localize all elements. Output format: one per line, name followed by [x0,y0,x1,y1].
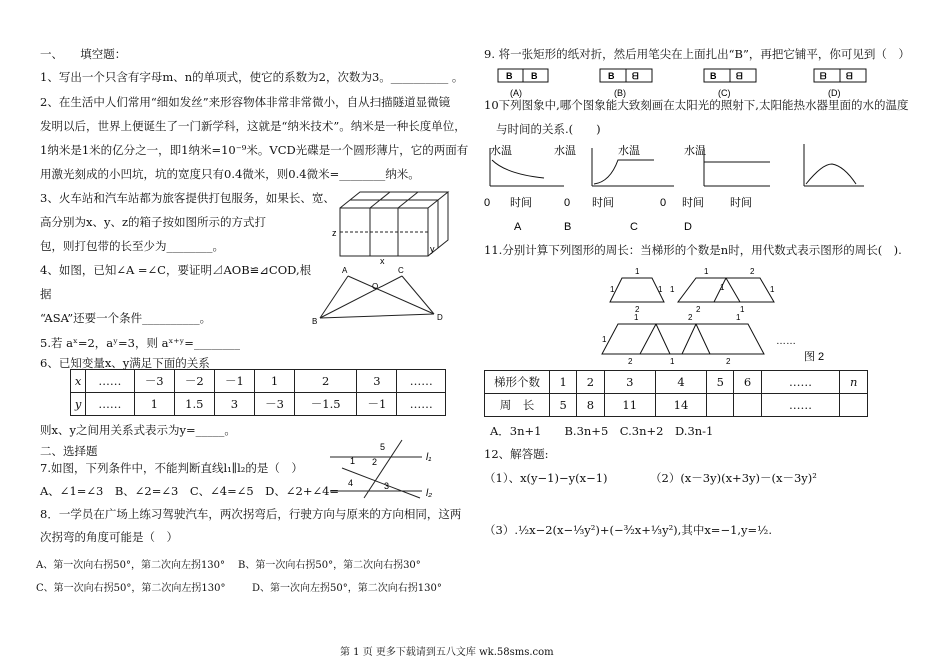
svg-text:4: 4 [348,478,354,488]
question-7-options: A、∠1=∠3 B、∠2=∠3 C、∠4=∠5 D、∠2+∠4= [40,484,340,498]
question-3-line1: 3、火车站和汽车站都为旅客提供打包服务，如果长、宽、 [40,191,335,205]
graph-b-ylabel: 水温 [554,145,576,157]
svg-text:D: D [437,313,443,322]
graph-c-ylabel: 水温 [618,145,640,157]
svg-text:2: 2 [750,267,755,276]
svg-text:1: 1 [740,305,745,314]
question-8-option-d: D、第一次向左拐50°，第二次向右拐130° [252,583,442,594]
graph-d-ylabel: 水温 [684,145,706,157]
svg-text:1: 1 [720,283,725,292]
svg-text:1: 1 [658,285,663,294]
section-fill-blank: 一、 填空题： [40,47,127,61]
trapezoid-pattern-figure [600,262,840,370]
question-2-line1: 2、在生活中人们常用“细如发丝”来形容物体非常非常微小，自从扫描隧道显微镜 [40,95,451,109]
question-4-line1: 4、如图，已知∠A =∠C，要证明⊿AOB≌⊿COD,根 [40,263,312,277]
trapezoid-perimeter-table [484,370,868,417]
graph-zero-3: 0 [660,197,667,209]
question-7: 7.如图，下列条件中，不能判断直线l₁∥l₂的是（ ） [40,461,303,475]
svg-text:1: 1 [610,285,615,294]
svg-text:z: z [332,228,337,238]
question-10-line1: 10下列图象中,哪个图象能大致刻画在太阳光的照射下,太阳能热水器里面的水的温度 [484,98,909,112]
svg-text:1: 1 [634,313,639,322]
question-1: 1、写出一个只含有字母m、n的单项式，使它的系数为2，次数为3。__________ 。 [40,70,464,84]
question-2-line4: 用激光刻成的小凹坑，坑的宽度只有0.4微米，则0.4微米=________纳米。 [40,167,420,181]
svg-text:1: 1 [704,267,709,276]
svg-text:x: x [380,256,385,264]
graph-a-ylabel: 水温 [490,145,512,157]
graph-option-a: A [514,221,522,232]
option-label-a: (A) [510,88,522,98]
table-row: 周 长 5 8 11 14 …… [485,394,868,417]
table-row: 梯形个数 1 2 3 4 5 6 …… n [485,371,868,394]
question-8-line1: 8．一学员在广场上练习驾驶汽车，两次拐弯后，行驶方向与原来的方向相同，这两 [40,507,462,521]
svg-text:B: B [608,71,615,81]
svg-text:ᗺ: ᗺ [632,71,639,81]
svg-text:B: B [531,71,538,81]
question-3-line3: 包，则打包带的长至少为________。 [40,239,224,253]
question-8-option-a: A、第一次向右拐50°，第二次向左拐130° [36,560,226,571]
svg-text:1: 1 [670,357,675,366]
section-choice: 二、选择题 [40,444,98,458]
temperature-time-graphs [484,138,874,232]
question-11: 11.分别计算下列图形的周长：当梯形的个数是n时，用代数式表示图形的周长( ). [484,243,902,257]
graph-b-xlabel: 时间 [592,197,614,209]
box-package-figure [330,186,450,264]
folded-paper-options-figure [496,67,876,99]
table-row: x …… －3 －2 －1 1 2 3 …… [71,370,446,393]
svg-text:2: 2 [635,305,640,314]
svg-text:B: B [506,71,513,81]
svg-text:1: 1 [770,285,775,294]
svg-text:1: 1 [670,285,675,294]
question-11-options: A．3n+1 B.3n+5 C.3n+2 D.3n-1 [490,424,714,438]
svg-text:2: 2 [628,357,633,366]
svg-text:C: C [398,266,404,275]
question-2-line2: 发明以后，世界上便诞生了一门新学科，这就是“纳米技术”。纳米是一种长度单位， [40,119,466,133]
svg-text:B: B [312,317,318,326]
svg-text:2: 2 [372,457,378,467]
page-footer: 第 1 页 更多下载请到五八文库 wk.58sms.com [340,647,554,658]
graph-option-c: C [630,221,638,232]
graph-c-xlabel: 时间 [682,197,704,209]
svg-text:O: O [372,282,379,291]
question-8-option-b: B、第一次向右拐50°，第二次向右拐30° [238,560,421,571]
question-9: 9. 将一张矩形的纸对折，然后用笔尖在上面扎出“B”，再把它铺平，你可见到（ ） [484,47,910,61]
svg-text:5: 5 [380,442,386,452]
question-5: 5.若 aˣ=2，aʸ=3，则 aˣ⁺ʸ=________ [40,336,240,350]
table-row: y …… 1 1.5 3 －3 －1.5 －1 …… [71,393,446,416]
question-8-line2: 次拐弯的角度可能是（ ） [40,530,178,544]
question-2-line3: 1纳米是1米的亿分之一，即1纳米=10⁻⁹米。VCD光碟是一个圆形薄片，它的两面有 [40,143,469,157]
question-4-line3: “ASA”还要一个条件__________。 [40,311,212,325]
svg-text:1: 1 [736,313,741,322]
svg-text:ᗷ: ᗷ [820,71,827,81]
option-label-b: (B) [614,88,626,98]
svg-text:ᗺ: ᗺ [736,71,743,81]
graph-zero-2: 0 [564,197,571,209]
graph-option-b: B [564,221,572,232]
option-label-d: (D) [828,88,841,98]
svg-text:2: 2 [726,357,731,366]
svg-text:2: 2 [688,313,693,322]
svg-text:l₁: l₁ [426,452,432,463]
svg-text:y: y [430,244,435,254]
svg-text:l₂: l₂ [426,488,433,499]
svg-text:A: A [342,266,348,275]
question-6: 6、已知变量x、y满足下面的关系 [40,356,210,370]
svg-text:B: B [710,71,717,81]
xy-relation-table [70,369,446,416]
question-8-option-c: C、第一次向右拐50°，第二次向左拐130° [36,583,226,594]
graph-a-xlabel: 时间 [510,197,532,209]
svg-text:1: 1 [602,335,607,344]
svg-text:……: …… [776,336,796,347]
svg-text:3: 3 [384,481,390,491]
parallel-lines-figure [330,438,442,500]
section-answer: 12、解答题: [484,447,549,461]
svg-text:1: 1 [635,267,640,276]
question-12-3: （3）.½x−2(x−⅓y²)+(−³⁄₂x+⅓y²),其中x=−1,y=½. [484,523,772,537]
question-12-1: （1）、x(y−1)−y(x−1) [484,471,608,485]
triangles-aob-cod-figure [310,264,450,326]
svg-text:1: 1 [350,456,356,466]
question-10-line2: 与时间的关系.( ) [496,122,601,136]
question-6-end: 则x、y之间用关系式表示为y=_____。 [40,423,236,437]
question-3-line2: 高分别为x、y、z的箱子按如图所示的方式打 [40,215,267,229]
question-4-line2: 据 [40,287,52,301]
graph-option-d: D [684,221,692,232]
graph-d-xlabel: 时间 [730,197,752,209]
graph-zero-1: 0 [484,197,491,209]
figure-2-label: 图 2 [804,351,825,363]
svg-text:ᗺ: ᗺ [846,71,853,81]
question-12-2: （2）(x－3y)(x+3y)－(x－3y)² [650,471,817,485]
option-label-c: (C) [718,88,731,98]
svg-text:2: 2 [696,305,701,314]
